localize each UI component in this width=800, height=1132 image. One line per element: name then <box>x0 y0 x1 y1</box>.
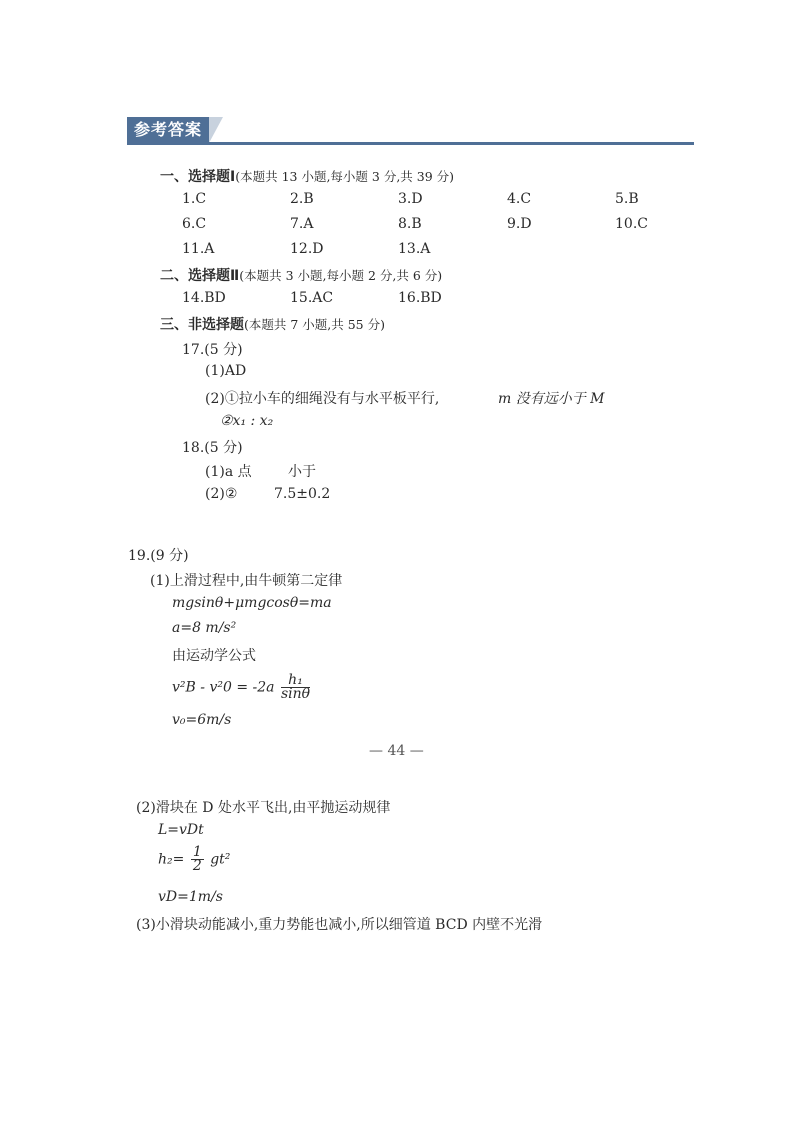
q18-part1-compare: 小于 <box>288 464 316 480</box>
section1-heading <box>160 166 454 186</box>
section2-note: (本题共 3 小题,每小题 2 分,共 6 分) <box>239 268 443 283</box>
section3-title: 三、非选择题 <box>160 317 244 333</box>
answer-16: 16.BD <box>398 290 442 306</box>
answer-5: 5.B <box>615 191 639 207</box>
q19-kinematics-fraction <box>281 674 310 701</box>
q17-part2-condition: m 没有远小于 M <box>498 391 605 407</box>
answer-11: 11.A <box>182 241 215 257</box>
section2-heading <box>160 265 442 285</box>
q19-kinematics-equation <box>172 674 312 701</box>
section3-note: (本题共 7 小题,共 55 分) <box>244 317 385 332</box>
q19-line1: (1)上滑过程中,由牛顿第二定律 <box>150 573 343 589</box>
q17-heading: 17.(5 分) <box>182 342 243 358</box>
answer-13: 13.A <box>398 241 431 257</box>
q18-part2-label: (2)② <box>205 486 238 502</box>
answer-15: 15.AC <box>290 290 334 306</box>
q19-fraction-numerator: h₁ <box>281 674 310 688</box>
page-number: — 44 — <box>369 743 424 759</box>
section3-heading <box>160 314 385 334</box>
q17-part3: ②x₁ : x₂ <box>220 413 274 429</box>
q17-part2: (2)①拉小车的细绳没有与水平板平行, <box>205 391 440 407</box>
answer-14: 14.BD <box>182 290 226 306</box>
q19-height-lhs: h₂= <box>158 851 185 868</box>
q19-half-denominator: 2 <box>192 858 202 874</box>
q19-newton-equation: mgsinθ+μmgcosθ=ma <box>172 595 332 611</box>
q17-part1: (1)AD <box>205 363 247 379</box>
q18-heading: 18.(5 分) <box>182 440 243 456</box>
answer-12: 12.D <box>290 241 324 257</box>
q19-acceleration: a=8 m/s² <box>172 620 237 636</box>
title-tab-decoration <box>209 117 223 143</box>
q19-kinematics-lhs: v²B - v²0 = -2a <box>172 679 275 696</box>
q19-distance-equation: L=vDt <box>158 822 204 838</box>
q19-part2-intro: (2)滑块在 D 处水平飞出,由平抛运动规律 <box>136 800 391 816</box>
section1-note: (本题共 13 小题,每小题 3 分,共 39 分) <box>235 169 455 184</box>
q19-exit-velocity: vD=1m/s <box>158 889 223 905</box>
answer-2: 2.B <box>290 191 314 207</box>
answer-9: 9.D <box>507 216 532 232</box>
q19-height-equation <box>158 846 230 873</box>
answer-key-title: 参考答案 <box>127 117 209 143</box>
title-rule <box>127 142 694 145</box>
answer-7: 7.A <box>290 216 314 232</box>
answer-4: 4.C <box>507 191 532 207</box>
q19-half-fraction <box>191 846 204 873</box>
q18-part2-value: 7.5±0.2 <box>274 486 331 502</box>
answer-8: 8.B <box>398 216 422 232</box>
answer-6: 6.C <box>182 216 207 232</box>
q19-kinematics-label: 由运动学公式 <box>172 648 256 664</box>
section2-title: 二、选择题Ⅱ <box>160 268 240 284</box>
q19-half-numerator: 1 <box>192 844 202 860</box>
q19-heading: 19.(9 分) <box>128 548 189 564</box>
q19-part3-conclusion: (3)小滑块动能减小,重力势能也减小,所以细管道 BCD 内壁不光滑 <box>136 917 543 933</box>
answer-1: 1.C <box>182 191 207 207</box>
q19-height-rhs: gt² <box>210 851 231 868</box>
q19-initial-velocity: v₀=6m/s <box>172 712 232 728</box>
answer-10: 10.C <box>615 216 648 232</box>
answer-3: 3.D <box>398 191 423 207</box>
q19-fraction-denominator: sinθ <box>280 686 311 702</box>
section1-title: 一、选择题Ⅰ <box>160 169 236 185</box>
q18-part1-answer: (1)a 点 <box>205 464 252 480</box>
